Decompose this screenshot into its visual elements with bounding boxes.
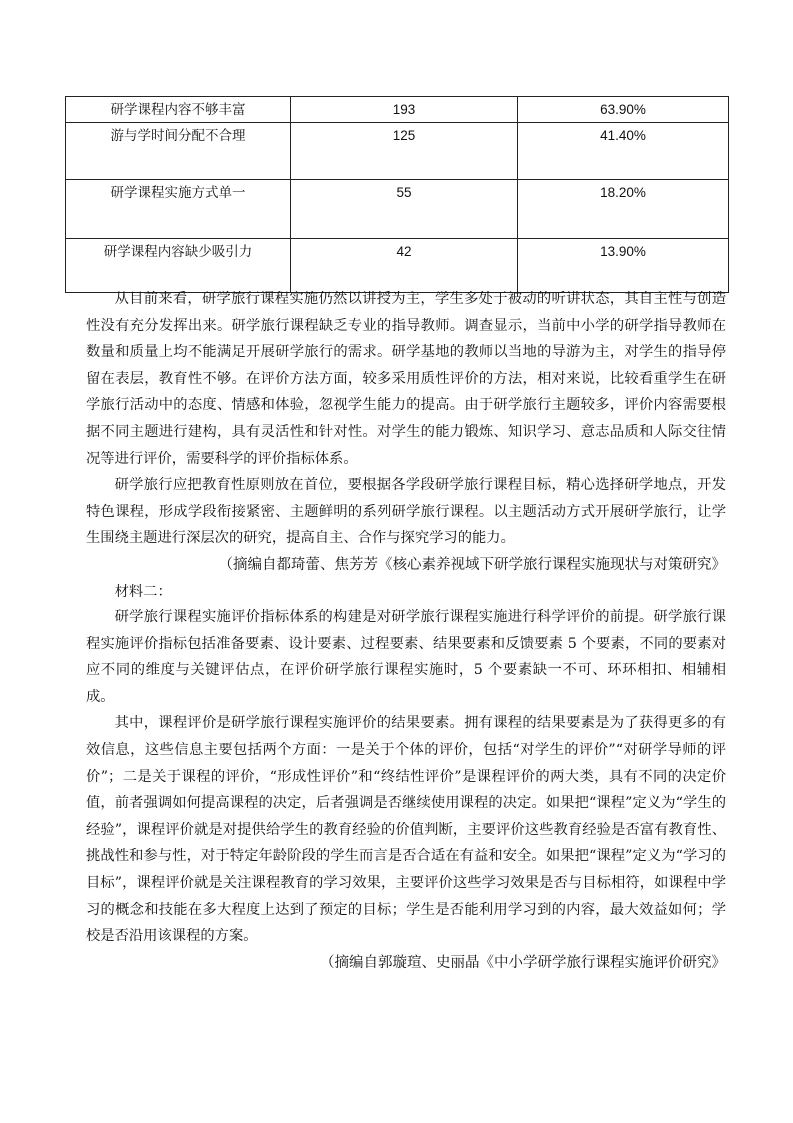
table-row (66, 180, 729, 239)
paragraph: 研学旅行课程实施评价指标体系的构建是对研学旅行课程实施进行科学评价的前提。研学旅行课程实施评价指标包括准备要素、设计要素、过程要素、结果要素和反馈要素 5 个要素，不同的要素对应不同的维度与关键评估点，在评价研学旅行课程实施时，5 个要素缺一不可、环环相扣、相辅相成。 (86, 609, 726, 705)
table-row (66, 97, 729, 123)
table-row (66, 239, 729, 293)
table-row (66, 123, 729, 180)
table-cell-reason: 研学课程内容不够丰富 (66, 97, 291, 123)
table-cell-reason: 研学课程实施方式单一 (66, 180, 291, 239)
table-cell-percent: 13.90% (518, 239, 729, 293)
table-cell-count: 193 (291, 97, 518, 123)
table-cell-reason: 游与学时间分配不合理 (66, 123, 291, 180)
source-citation: （摘编自都琦蕾、焦芳芳《核心素养视域下研学旅行课程实施现状与对策研究》 (218, 556, 726, 573)
table-cell-count: 55 (291, 180, 518, 239)
table-cell-percent: 18.20% (518, 180, 729, 239)
table-cell-percent: 41.40% (518, 123, 729, 180)
paragraph: 其中，课程评价是研学旅行课程实施评价的结果要素。拥有课程的结果要素是为了获得更多的有效信息，这些信息主要包括两个方面：一是关于个体的评价，包括“对学生的评价”“对研学导师的评价”；二是关于课程的评价，“形成性评价”和“终结性评价”是课程评价的两大类，具有不同的决定价值，前者强调如何提高课程的决定，后者强调是否继续使用课程的决定。如果把“课程”定义为“学生的经验”，课程评价就是对提供给学生的教育经验的价值判断，主要评价这些教育经验是否富有教育性、挑战性和参与性，对于特定年龄阶段的学生而言是否合适在有益和安全。如果把“课程”定义为“学习的目标”，课程评价就是关注课程教育的学习效果，主要评价这些学习效果是否与目标相符，如课程中学习的概念和技能在多大程度上达到了预定的目标；学生是否能利用学习到的内容，最大效益如何；学校是否沿用该课程的方案。 (86, 715, 726, 945)
table-cell-reason: 研学课程内容缺少吸引力 (66, 239, 291, 293)
material-label: 材料二： (114, 583, 172, 600)
table-cell-count: 42 (291, 239, 518, 293)
paragraph: 从目前来看，研学旅行课程实施仍然以讲授为主，学生多处于被动的听讲状态，其自主性与创造性没有充分发挥出来。研学旅行课程缺乏专业的指导教师。调查显示，当前中小学的研学指导教师在数量和质量上均不能满足开展研学旅行的需求。研学基地的教师以当地的导游为主，对学生的指导停留在表层，教育性不够。在评价方法方面，较多采用质性评价的方法，相对来说，比较看重学生在研学旅行活动中的态度、情感和体验，忽视学生能力的提高。由于研学旅行主题较多，评价内容需要根据不同主题进行建构，具有灵活性和针对性。对学生的能力锻炼、知识学习、意志品质和人际交往情况等进行评价，需要科学的评价指标体系。 (86, 291, 726, 467)
material-two-text (86, 604, 726, 976)
paragraph: 研学旅行应把教育性原则放在首位，要根据各学段研学旅行课程目标，精心选择研学地点，开发特色课程，形成学段衔接紧密、主题鲜明的系列研学旅行课程。以主题活动方式开展研学旅行，让学生围绕主题进行深层次的研究，提高自主、合作与探究学习的能力。 (86, 477, 726, 547)
table-cell-count: 125 (291, 123, 518, 180)
material-one-text (86, 286, 726, 605)
survey-table (65, 96, 729, 293)
table-cell-percent: 63.90% (518, 97, 729, 123)
source-citation: （摘编自郭璇瑄、史丽晶《中小学研学旅行课程实施评价研究》 (320, 954, 726, 971)
